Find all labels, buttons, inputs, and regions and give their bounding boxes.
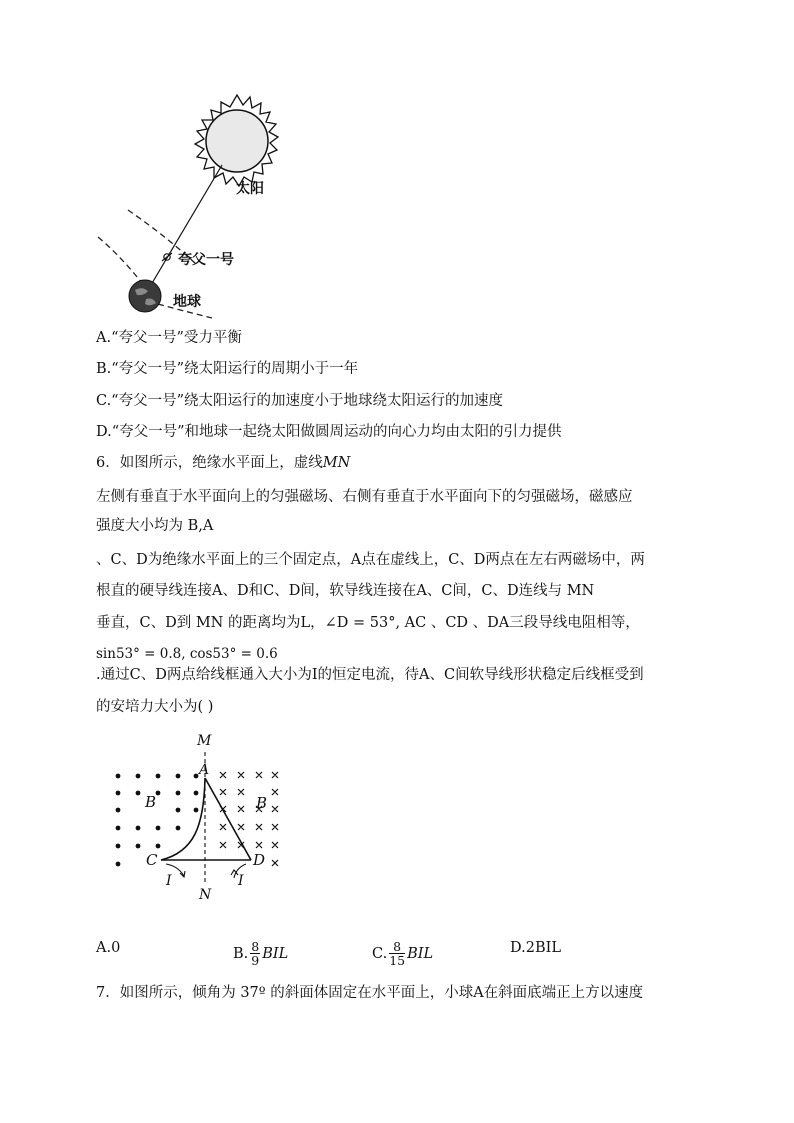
- q6-line-9: 的安培力大小为( ): [96, 699, 214, 715]
- label-a: A: [199, 762, 210, 778]
- q5-option-a: A.“夸父一号”受力平衡: [96, 330, 242, 346]
- q6-line-6: 垂直，C、D到 MN 的距离均为L，∠D = 53°, AC 、CD 、DA三段导线电阻相等，: [96, 615, 640, 631]
- label-i-left: I: [166, 873, 172, 889]
- magnetic-field-figure: [108, 730, 298, 908]
- q5-option-c: C.“夸父一号”绕太阳运行的加速度小于地球绕太阳运行的加速度: [96, 393, 504, 409]
- probe-icon: [162, 253, 172, 261]
- q6-line-4: 、C、D为绝缘水平面上的三个固定点，A点在虚线上，C、D两点在左右两磁场中，两: [96, 552, 645, 568]
- sun-label: 太阳: [236, 181, 264, 197]
- label-d: D: [253, 851, 266, 869]
- fraction-8-15: $\frac{8}{15}$: [389, 939, 406, 968]
- q6-line-8: .通过C、D两点给线框通入大小为I的恒定电流，待A、C间软导线形状稳定后线框受到: [96, 667, 644, 683]
- label-m: M: [197, 733, 212, 749]
- label-b-right: B: [256, 794, 268, 812]
- q7-line-1: 7．如图所示，倾角为 37º 的斜面体固定在水平面上，小球A在斜面底端正上方以速度: [96, 985, 644, 1001]
- earth-icon: [129, 280, 161, 312]
- probe-label: 夸父一号: [178, 252, 234, 268]
- label-c: C: [146, 851, 158, 869]
- q5-option-b: B.“夸父一号”绕太阳运行的周期小于一年: [96, 361, 359, 377]
- sun-earth-figure: [90, 92, 290, 324]
- q6-option-c: C. $\frac{8}{15}$ BIL: [372, 939, 434, 968]
- q6-line-2: 左侧有垂直于水平面向上的匀强磁场、右侧有垂直于水平面向下的匀强磁场，磁感应: [96, 489, 633, 505]
- sun-earth-line: [148, 165, 222, 290]
- label-n: N: [199, 887, 212, 903]
- q6-line-1: 6．如图所示，绝缘水平面上，虚线MN: [96, 455, 351, 471]
- fraction-8-9: $\frac{8}{9}$: [251, 939, 260, 968]
- label-b-left: B: [145, 793, 157, 811]
- q6-option-a: A.0: [96, 940, 121, 956]
- wire-ad: [205, 778, 251, 860]
- q6-line-7: sin53° = 0.8, cos53° = 0.6: [96, 646, 278, 662]
- label-i-right: I: [238, 873, 244, 889]
- sun-icon: [206, 110, 268, 172]
- q6-option-b: B. $\frac{8}{9}$ BIL: [233, 939, 289, 968]
- q6-line-5: 根直的硬导线连接A、D和C、D间，软导线连接在A、C间，C、D连线与 MN: [96, 583, 595, 599]
- wire-ac-soft: [161, 778, 205, 860]
- q6-line-3: 强度大小均为 B,A: [96, 518, 214, 534]
- earth-label: 地球: [173, 294, 201, 310]
- q5-option-d: D.“夸父一号”和地球一起绕太阳做圆周运动的向心力均由太阳的引力提供: [96, 424, 562, 440]
- q6-option-d: D.2BIL: [510, 940, 561, 956]
